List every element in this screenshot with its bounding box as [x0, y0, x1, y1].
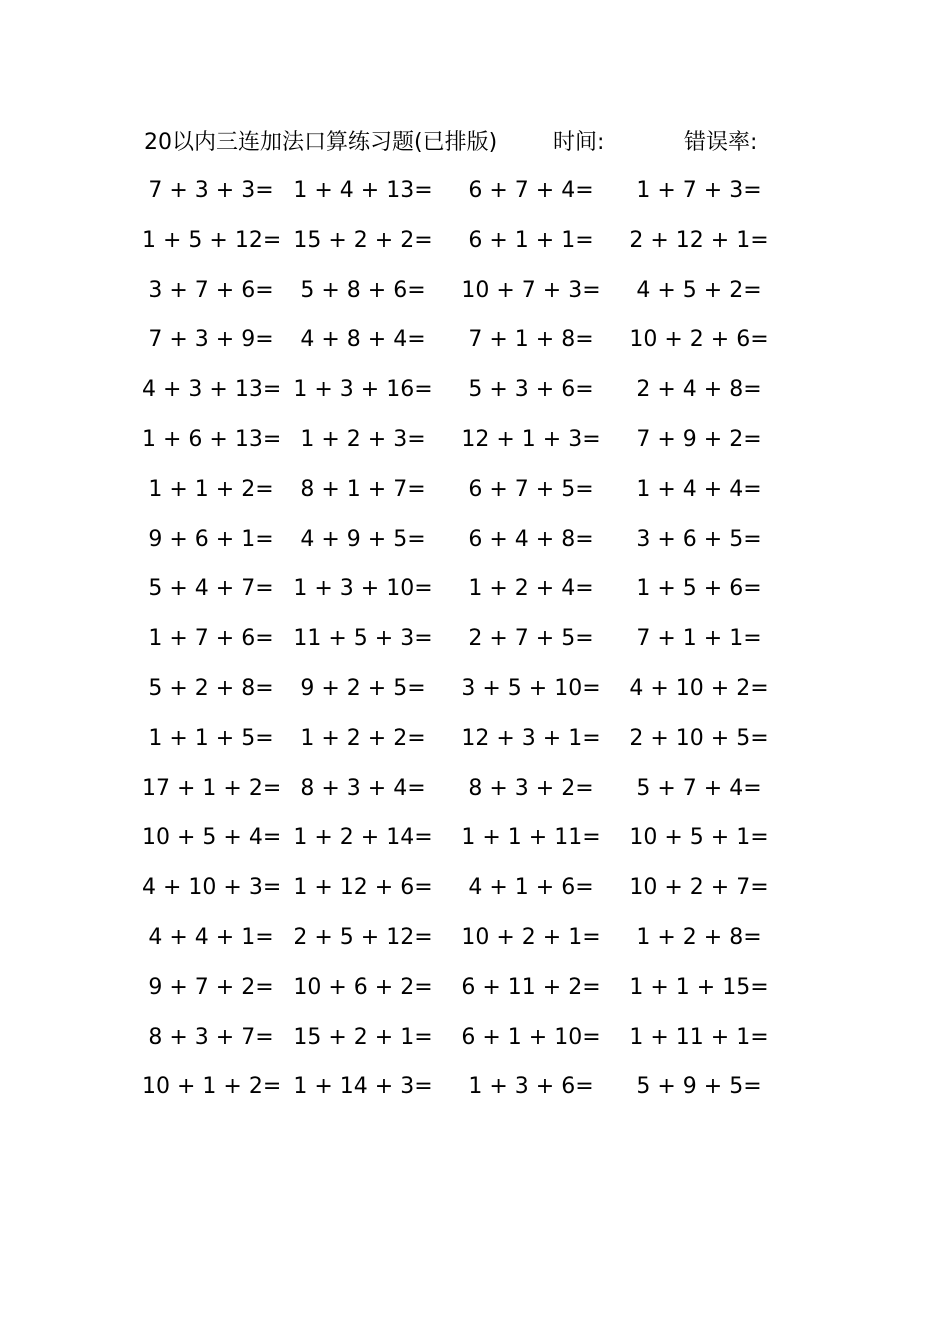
problem-row: [142, 722, 802, 772]
problem-item: 10 + 5 + 4=: [142, 825, 282, 851]
problem-item: 1 + 2 + 2=: [300, 725, 426, 751]
problem-item: 4 + 9 + 5=: [300, 526, 426, 552]
problem-item: 1 + 2 + 14=: [293, 825, 433, 851]
problem-row: [142, 274, 802, 324]
problem-item: 11 + 5 + 3=: [293, 626, 433, 652]
problem-item: 3 + 6 + 5=: [636, 526, 762, 552]
problem-item: 7 + 1 + 1=: [636, 626, 762, 652]
problem-item: 1 + 11 + 1=: [629, 1024, 769, 1050]
problem-item: 1 + 7 + 6=: [148, 626, 274, 652]
problem-item: 10 + 6 + 2=: [293, 974, 433, 1000]
problem-row: [142, 224, 802, 274]
problem-row: [142, 473, 802, 523]
problem-item: 1 + 14 + 3=: [293, 1074, 433, 1100]
problem-item: 1 + 3 + 10=: [293, 576, 433, 602]
problem-item: 5 + 4 + 7=: [148, 576, 274, 602]
problem-row: [142, 622, 802, 672]
problem-item: 1 + 7 + 3=: [636, 178, 762, 203]
problem-row: [142, 772, 802, 822]
problem-row: [142, 672, 802, 722]
problem-item: 1 + 5 + 6=: [636, 576, 762, 602]
problem-item: 5 + 9 + 5=: [636, 1074, 762, 1100]
problem-item: 1 + 4 + 4=: [636, 476, 762, 502]
problem-item: 2 + 7 + 5=: [468, 626, 594, 652]
problem-item: 8 + 3 + 4=: [300, 775, 426, 801]
problem-item: 10 + 2 + 6=: [629, 327, 769, 353]
problem-item: 1 + 3 + 6=: [468, 1074, 594, 1100]
problem-item: 5 + 3 + 6=: [468, 377, 594, 403]
problem-row: [142, 572, 802, 622]
problem-item: 2 + 10 + 5=: [629, 725, 769, 751]
problem-item: 2 + 5 + 12=: [293, 924, 433, 950]
problem-item: 15 + 2 + 2=: [293, 227, 433, 253]
problem-row: [142, 174, 802, 224]
problem-item: 6 + 7 + 4=: [468, 178, 594, 203]
worksheet-header: [144, 126, 784, 160]
problem-item: 4 + 10 + 2=: [629, 675, 769, 701]
problem-item: 1 + 3 + 16=: [293, 377, 433, 403]
problem-item: 7 + 1 + 8=: [468, 327, 594, 353]
problem-item: 4 + 1 + 6=: [468, 875, 594, 901]
problem-item: 1 + 1 + 11=: [461, 825, 601, 851]
problem-item: 6 + 1 + 10=: [461, 1024, 601, 1050]
problem-item: 7 + 3 + 9=: [148, 327, 274, 353]
problem-item: 8 + 1 + 7=: [300, 476, 426, 502]
problem-item: 5 + 2 + 8=: [148, 675, 274, 701]
problem-item: 9 + 6 + 1=: [148, 526, 274, 552]
problem-row: [142, 523, 802, 573]
problem-item: 8 + 3 + 7=: [148, 1024, 274, 1050]
problem-item: 10 + 2 + 7=: [629, 875, 769, 901]
problem-item: 9 + 7 + 2=: [148, 974, 274, 1000]
problem-item: 9 + 2 + 5=: [300, 675, 426, 701]
problem-item: 4 + 10 + 3=: [142, 875, 282, 901]
worksheet-title: 20以内三连加法口算练习题(已排版): [144, 130, 498, 155]
problem-item: 6 + 7 + 5=: [468, 476, 594, 502]
time-label: 时间:: [553, 130, 605, 155]
problem-item: 12 + 1 + 3=: [461, 426, 601, 452]
problem-item: 1 + 4 + 13=: [293, 178, 433, 203]
problem-item: 1 + 1 + 5=: [148, 725, 274, 751]
problem-item: 8 + 3 + 2=: [468, 775, 594, 801]
problem-item: 4 + 8 + 4=: [300, 327, 426, 353]
problem-item: 4 + 3 + 13=: [142, 377, 282, 403]
problem-item: 10 + 7 + 3=: [461, 277, 601, 303]
problem-item: 10 + 1 + 2=: [142, 1074, 282, 1100]
problem-row: [142, 373, 802, 423]
problem-item: 4 + 5 + 2=: [636, 277, 762, 303]
problem-item: 6 + 1 + 1=: [468, 227, 594, 253]
problem-item: 3 + 5 + 10=: [461, 675, 601, 701]
problem-item: 17 + 1 + 2=: [142, 775, 282, 801]
problem-item: 1 + 5 + 12=: [142, 227, 282, 253]
problem-item: 6 + 11 + 2=: [461, 974, 601, 1000]
problem-item: 1 + 1 + 2=: [148, 476, 274, 502]
problem-item: 3 + 7 + 6=: [148, 277, 274, 303]
problem-item: 7 + 3 + 3=: [148, 178, 274, 203]
problem-item: 5 + 8 + 6=: [300, 277, 426, 303]
problem-row: [142, 921, 802, 971]
problem-item: 15 + 2 + 1=: [293, 1024, 433, 1050]
problem-item: 1 + 2 + 8=: [636, 924, 762, 950]
problem-item: 6 + 4 + 8=: [468, 526, 594, 552]
problem-item: 10 + 2 + 1=: [461, 924, 601, 950]
problem-item: 1 + 2 + 3=: [300, 426, 426, 452]
problem-item: 10 + 5 + 1=: [629, 825, 769, 851]
problem-item: 1 + 12 + 6=: [293, 875, 433, 901]
problem-item: 2 + 12 + 1=: [629, 227, 769, 253]
problem-item: 2 + 4 + 8=: [636, 377, 762, 403]
problem-row: [142, 871, 802, 921]
problem-row: [142, 323, 802, 373]
error-rate-label: 错误率:: [684, 130, 758, 155]
problem-row: [142, 1021, 802, 1071]
problem-row: [142, 423, 802, 473]
problem-row: [142, 821, 802, 871]
problem-item: 1 + 1 + 15=: [629, 974, 769, 1000]
problem-item: 5 + 7 + 4=: [636, 775, 762, 801]
problem-item: 7 + 9 + 2=: [636, 426, 762, 452]
problem-item: 1 + 6 + 13=: [142, 426, 282, 452]
problem-row: [142, 971, 802, 1021]
problem-grid: [142, 174, 802, 1120]
problem-item: 1 + 2 + 4=: [468, 576, 594, 602]
problem-item: 12 + 3 + 1=: [461, 725, 601, 751]
problem-row: [142, 1070, 802, 1120]
problem-item: 4 + 4 + 1=: [148, 924, 274, 950]
